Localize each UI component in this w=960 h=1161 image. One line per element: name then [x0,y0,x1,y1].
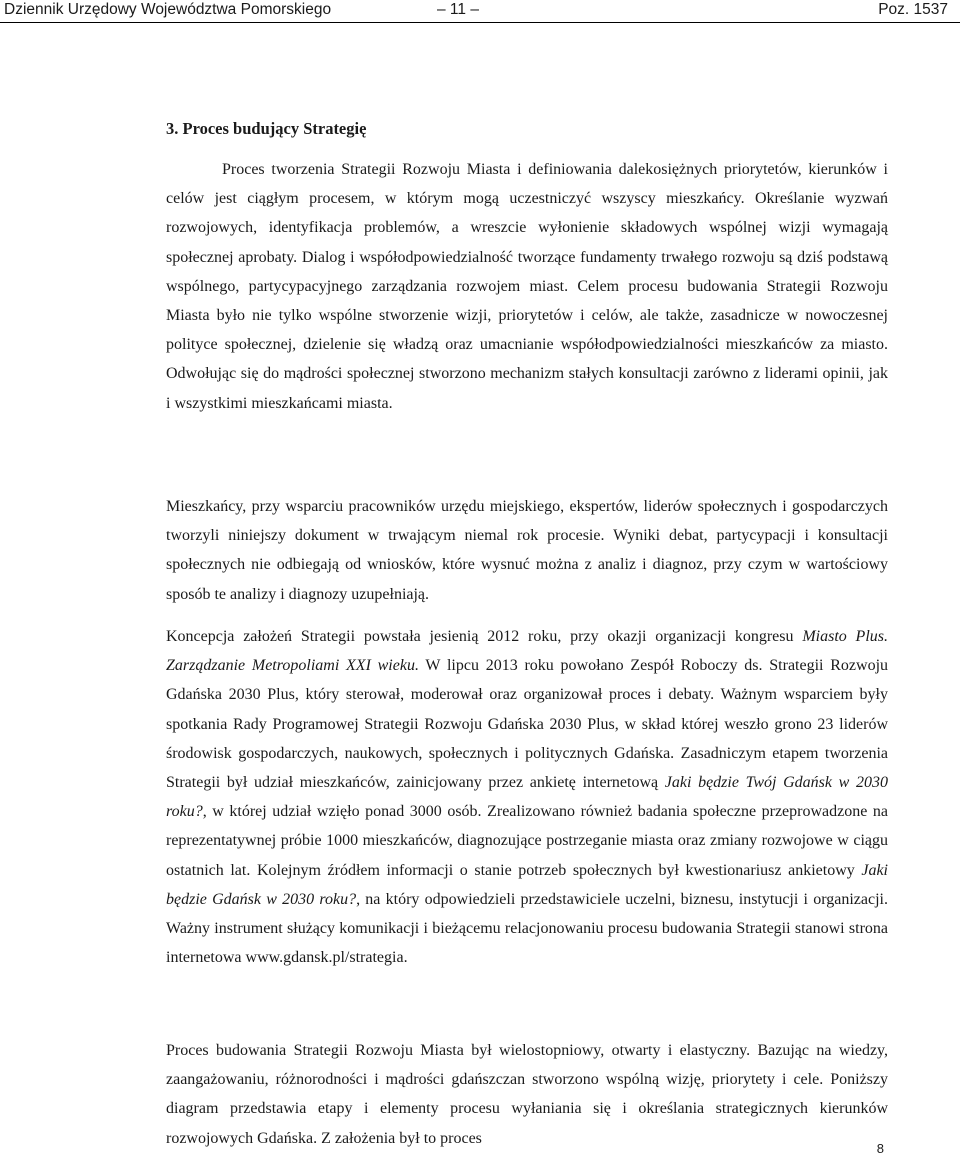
paragraph-concept [166,622,888,972]
concept-text-2: W lipcu 2013 roku powołano Zespół Roboczy ds. Strategii Rozwoju Gdańska 2030 Plus, który sterował, moderował oraz organizował proces i debaty. Ważnym wsparciem były spotkania Rady Programowej Strategii Rozwoju Gdańska 2030 Plus, w skład której weszło grono 23 liderów środowisk gospodarczych, naukowych, społecznych i politycznych Gdańska. Zasadniczym etapem tworzenia Strategii był udział mieszkańców, zainicjowany przez ankietę internetową [166,657,889,792]
paragraph-residents: Mieszkańcy, przy wsparciu pracowników urzędu miejskiego, ekspertów, liderów społecznych i gospodarczych tworzyli niniejszy dokument w trwającym niemal rok procesie. Wyniki debat, partycypacji i konsultacji społecznych nie odbiegają od wniosków, które wysnuć można z analiz i diagnoz, przy czym w wartościowy sposób te analizy i diagnozy uzupełniają. [166,498,888,603]
document-header [0,0,960,23]
concept-text-4: , na który odpowiedzieli przedstawiciele uczelni, biznesu, instytucji i organizacji. Ważny instrument służący komunikacji i bieżącemu relacjonowaniu procesu budowania Strategii stanowi strona internetowa www.gdansk.pl/strategia. [166,890,888,967]
journal-title: Dziennik Urzędowy Województwa Pomorskiego [4,1,332,18]
survey-title: Jaki będzie Twój Gdańsk w 2030 roku? [166,774,889,821]
paragraph-strategy-process: Proces tworzenia Strategii Rozwoju Miasta i definiowania dalekosiężnych priorytetów, kierunków i celów jest ciągłym procesem, w którym mogą uczestniczyć wszyscy mieszkańcy. Określanie wyzwań rozwojowych, identyfikacja problemów, a wreszcie wyłonienie składowych wspólnej wizji wymagają społecznej aprobaty. Dialog i współodpowiedzialność tworzące fundamenty trwałego rozwoju są dziś podstawą wspólnego, partycypacyjnego zarządzania rozwojem miast. Celem procesu budowania Strategii Rozwoju Miasta było nie tylko wspólne stworzenie wizji, priorytetów i celów, ale także, zasadnicze w nowoczesnej polityce społecznej, dzielenie się władzą oraz umacnianie współodpowiedzialności mieszkańców za miasto. Odwołując się do mądrości społecznej stworzono mechanizm stałych konsultacji zarówno z liderami opinii, jak i wszystkimi mieszkańcami miasta. [166,161,888,412]
section-title: 3. Proces budujący Strategię [166,119,367,138]
questionnaire-title: Jaki będzie Gdańsk w 2030 roku? [166,861,888,908]
congress-title: Miasto Plus. Zarządzanie Metropoliami XXI wieku. [166,628,889,675]
paragraph-multistage-process: Proces budowania Strategii Rozwoju Miasta był wielostopniowy, otwarty i elastyczny. Bazując na wiedzy, zaangażowaniu, różnorodności i mądrości gdańszczan stworzono wspólną wizję, priorytety i cele. Poniższy diagram przedstawia etapy i elementy procesu wyłaniania się i określania strategicznych kierunków rozwojowych Gdańska. Z założenia był to proces [166,1042,888,1147]
header-page-number: – 11 – [437,1,479,18]
concept-text-3: , w której udział wzięło ponad 3000 osób. Zrealizowano również badania społeczne przeprowadzone na reprezentatywnej próbie 1000 mieszkańców, diagnozujące postrzeganie miasta oraz zmiany rozwojowe w ciągu ostatnich lat. Kolejnym źródłem informacji o stanie potrzeb społecznych był kwestionariusz ankietowy [166,803,888,879]
header-position: Poz. 1537 [878,1,948,18]
page-number: 8 [876,1141,884,1156]
concept-text-1: Koncepcja założeń Strategii powstała jesienią 2012 roku, przy okazji organizacji kongresu [166,628,803,645]
